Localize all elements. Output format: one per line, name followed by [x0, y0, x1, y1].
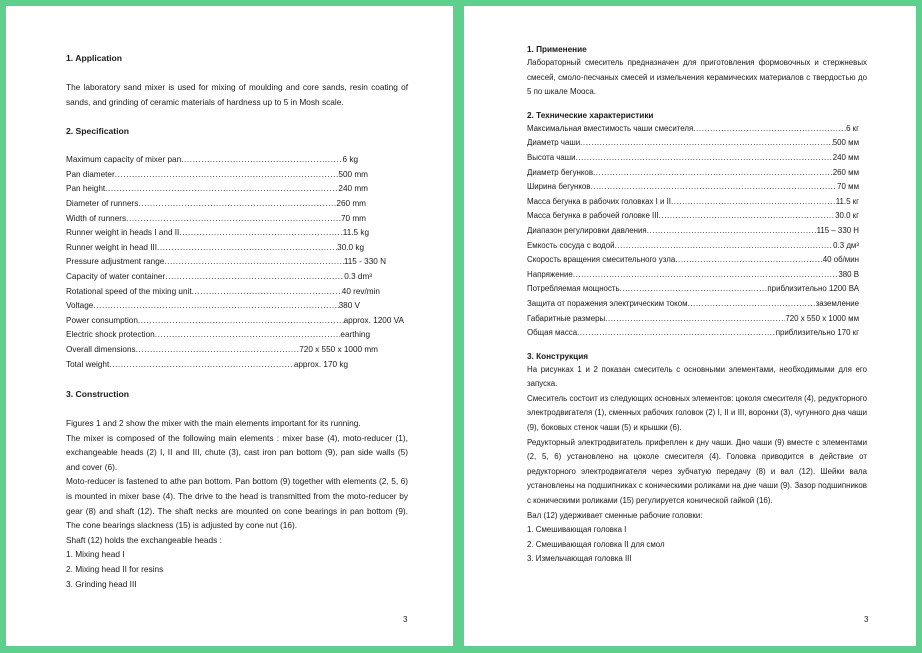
spec-row: Pan height ..... 240 mm	[66, 182, 368, 197]
spec-row: Габаритные размеры ..... 720 x 550 x 1000 мм	[527, 312, 859, 327]
spec-row: Maximum capacity of mixer pan ..... 6 kg	[66, 153, 358, 168]
application-paragraph: The laboratory sand mixer is used for mixing of moulding and core sands, resin coating of sands, and grinding of ceramic materials of hardness up to 5 in Mosh scale.	[66, 82, 408, 107]
spec-row: Diameter of runners ..... 260 mm	[66, 197, 366, 212]
construction-paragraph: Shaft (12) holds the exchangeable heads :	[66, 534, 222, 545]
construction-paragraph: Редукторный электродвигатель прифеплен к дну чаши. Дно чаши (9) вместе с элементами (2, 5, 6) установлено на цоколе смесителя (4). Головка приводится в действие от редукторного электродвигателя через зубчатую передачу (8) и вал (12). Шейки вала установлены на подшипниках с коническими роликами на дне чаши (9). Зазор подшипников с коническими роликами (15) регулируется конической гайкой (16).	[527, 437, 867, 506]
spec-row: Runner weight in head III ..... 30.0 kg	[66, 241, 364, 256]
spec-row: Диапазон регулировки давления ..... 115 – 330 Н	[527, 224, 859, 239]
page-number: 3	[864, 615, 869, 624]
spec-row: Capacity of water container ..... 0.3 dm³	[66, 270, 372, 285]
spec-row: Voltage ..... 380 V	[66, 299, 360, 314]
spec-row: Диаметр чаши ..... 500 мм	[527, 136, 859, 151]
section-heading-application: 1. Application	[66, 53, 123, 63]
spec-row: Масса бегунка в рабочей головке III ..... 30.0 кг	[527, 209, 859, 224]
spec-row: Скорость вращения смесительного узла ..... 40 об/мин	[527, 253, 859, 268]
document-page-russian	[464, 6, 916, 646]
section-heading-construction: 3. Construction	[66, 389, 130, 400]
construction-paragraph: Смеситель состоит из следующих основных элементов: цоколя смесителя (4), редукторного электродвигателя (1), сменных рабочих головок (2) I, II и III, воронки (3), чугунного дна чаши (9), боковых стенок чаши (5) и крышки (6).	[527, 393, 867, 433]
specification-list	[66, 153, 408, 372]
spec-row: Масса бегунка в рабочих головках I и II ..... 11.5 кг	[527, 195, 859, 210]
list-item: 1. Mixing head I	[66, 549, 125, 560]
spec-row: Electric shock protection ..... earthing	[66, 328, 370, 343]
spec-row: Максимальная вместимость чаши смесителя ..... 6 кг	[527, 122, 859, 137]
spec-row: Pressure adjustment range ..... 115 - 330 N	[66, 255, 386, 270]
spec-row: Pan diameter ..... 500 mm	[66, 168, 368, 183]
specification-list	[527, 122, 867, 341]
spec-row: Защита от поражения электрическим током ..... заземление	[527, 297, 859, 312]
document-page-english	[6, 6, 453, 646]
list-item: 1. Смешивающая головка I	[527, 525, 627, 535]
section-heading-application: 1. Применение	[527, 45, 587, 54]
construction-paragraph: Вал (12) удерживает сменные рабочие головки:	[527, 510, 703, 520]
section-heading-specification: 2. Технические характеристики	[527, 110, 654, 120]
page-content	[66, 52, 408, 591]
construction-paragraph: Moto-reducer is fastened to athe pan bottom. Pan bottom (9) together with elements (2, 5, 6) is mounted in mixer base (4). The drive to the head is transmitted from the moto-reducer by gear (8) and shaft (12). The shaft necks are mounted on cone bearings in pan bottom (9). The cone bearings slackness (15) is adjusted by cone nut (16).	[66, 476, 408, 531]
spec-row: Потребляемая мощность ..... приблизительно 1200 ВА	[527, 282, 859, 297]
spec-row: Rotational speed of the mixing unit ..... 40 rev/min	[66, 285, 380, 300]
construction-paragraph: На рисунках 1 и 2 показан смеситель с основными элементами, необходимыми для его запуска.	[527, 364, 867, 389]
section-heading-construction: 3. Конструкция	[527, 351, 588, 361]
list-item: 2. Mixing head II for resins	[66, 564, 164, 575]
spec-row: Width of runners ..... 70 mm	[66, 212, 366, 227]
page-number: 3	[403, 615, 408, 624]
list-item: 2. Смешивающая головка II для смол	[527, 539, 665, 549]
construction-paragraph: The mixer is composed of the following main elements : mixer base (4), moto-reducer (1), exchangeable heads (2) I, II and III, chute (3), cast iron pan bottom (9), pan side walls (5) and cover (6).	[66, 432, 408, 472]
spec-row: Высота чаши ..... 240 мм	[527, 151, 859, 166]
spec-row: Диаметр бегунков ..... 260 мм	[527, 166, 859, 181]
section-heading-specification: 2. Specification	[66, 126, 130, 137]
list-item: 3. Grinding head III	[66, 578, 137, 589]
list-item: 3. Измельчающая головка III	[527, 554, 632, 564]
spec-row: Power consumption ..... approx. 1200 VA	[66, 314, 404, 329]
spec-row: Емкость сосуда с водой ..... 0.3 дм³	[527, 239, 859, 254]
page-content	[527, 44, 867, 567]
spec-row: Ширина бегунков ..... 70 мм	[527, 180, 859, 195]
spec-row: Общая масса ..... приблизительно 170 кг	[527, 326, 859, 341]
spec-row: Напряжение ..... 380 В	[527, 268, 859, 283]
spec-row: Overall dimensions ..... 720 x 550 x 1000 mm	[66, 343, 378, 358]
construction-paragraph: Figures 1 and 2 show the mixer with the main elements important for its running.	[66, 418, 361, 429]
application-paragraph: Лабораторный смеситель предназначен для приготовления формовочных и стержневых смесей, смоло-песчаных смесей и измельчения керамических материалов с твердостью до 5 по шкале Мооса.	[527, 58, 867, 97]
spec-row: Runner weight in heads I and II ..... 11.5 kg	[66, 226, 369, 241]
spec-row: Total weight ..... approx. 170 kg	[66, 358, 348, 373]
